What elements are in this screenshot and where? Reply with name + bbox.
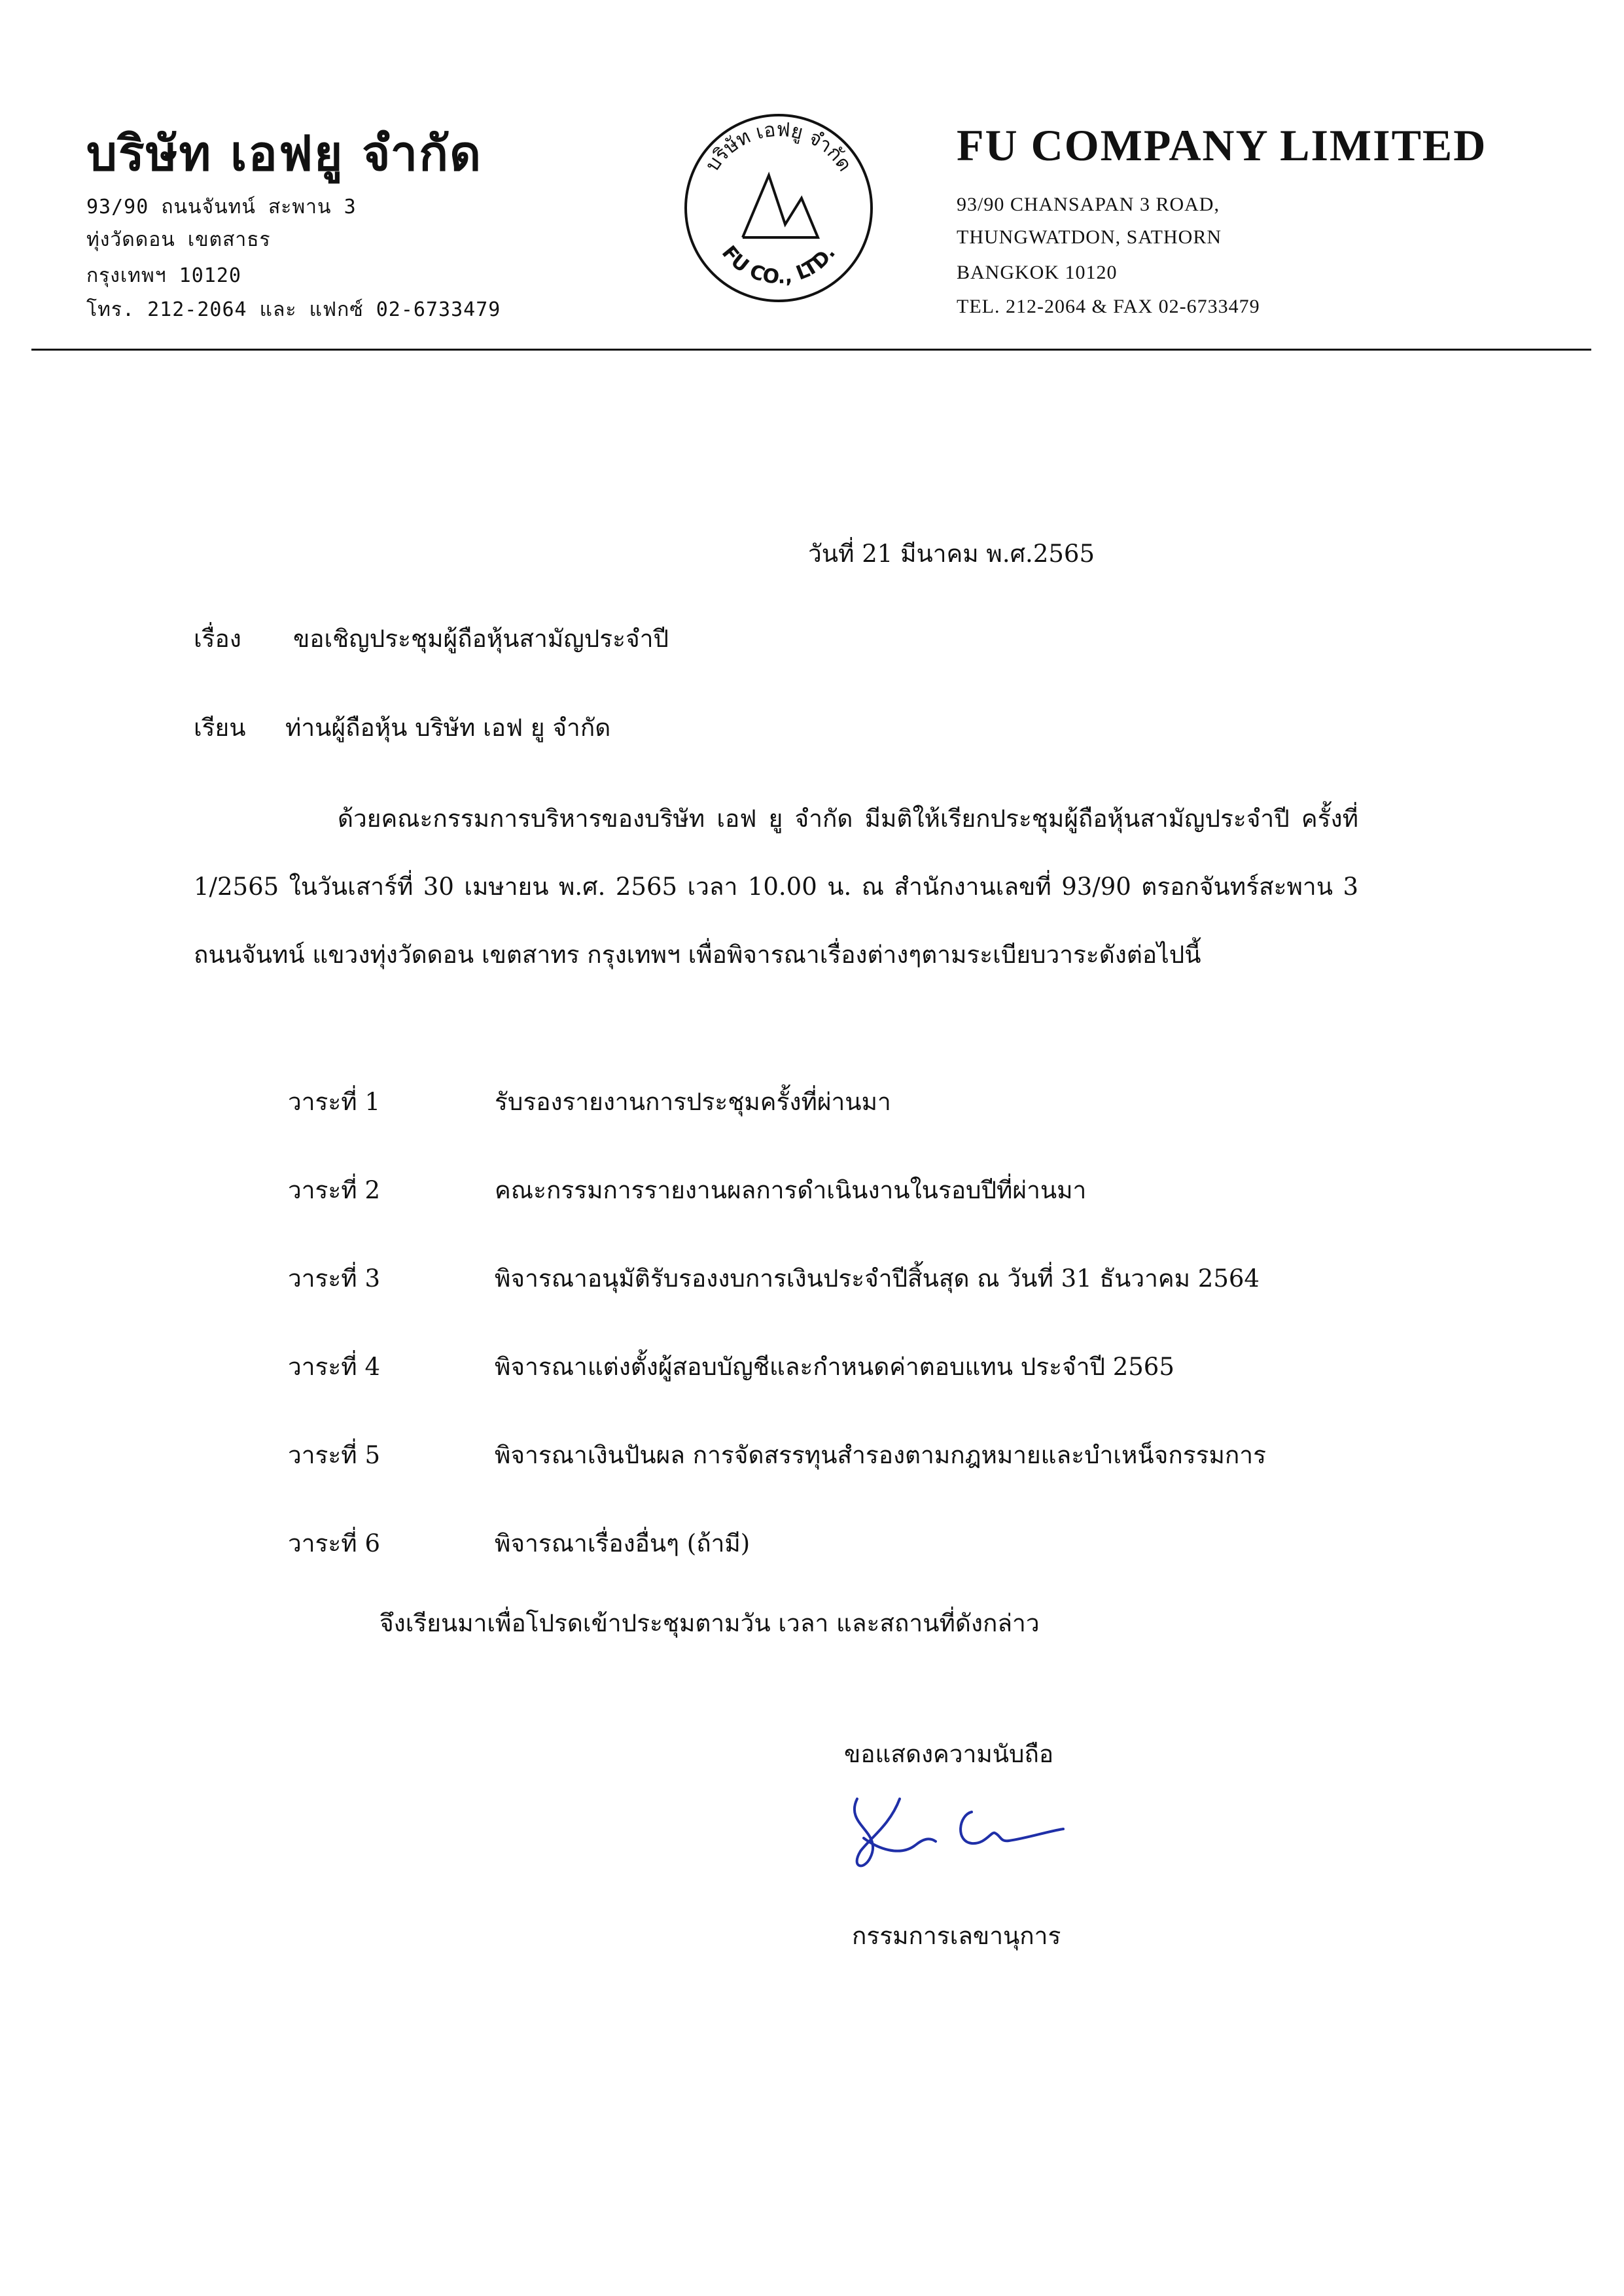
recipient-label: เรียน: [194, 714, 246, 742]
english-address-line-2: THUNGWATDON, SATHORN: [957, 226, 1222, 248]
agenda-item-text: พิจารณาแต่งตั้งผู้สอบบัญชีและกำหนดค่าตอบแทน ประจำปี 2565: [495, 1353, 1174, 1381]
english-address-line-1: 93/90 CHANSAPAN 3 ROAD,: [957, 194, 1220, 215]
agenda-item-text: พิจารณาอนุมัติรับรองงบการเงินประจำปีสิ้นสุด ณ วันที่ 31 ธันวาคม 2564: [495, 1264, 1260, 1293]
agenda-item-text: รับรองรายงานการประชุมครั้งที่ผ่านมา: [495, 1088, 891, 1116]
thai-address-line-2: ทุ่งวัดดอน เขตสาธร: [86, 228, 271, 251]
thai-address-line-1: 93/90 ถนนจันทน์ สะพาน 3: [86, 196, 357, 218]
signer-position: กรรมการเลขานุการ: [852, 1922, 1061, 1950]
agenda-item-text: พิจารณาเรื่องอื่นๆ (ถ้ามี): [495, 1529, 750, 1557]
agenda-item-text: คณะกรรมการรายงานผลการดำเนินงานในรอบปีที่ผ่านมา: [495, 1176, 1087, 1204]
subject-text: ขอเชิญประชุมผู้ถือหุ้นสามัญประจำปี: [293, 625, 669, 653]
english-address-line-4: TEL. 212-2064 & FAX 02-6733479: [957, 296, 1260, 317]
mountain-icon: [743, 175, 818, 237]
company-name-thai: บริษัท เอฟยู จำกัด: [86, 126, 483, 182]
agenda-number: วาระที่ 4: [288, 1353, 380, 1381]
handwritten-signature: [838, 1786, 1073, 1884]
header-divider: [31, 349, 1591, 351]
letter-date: วันที่ 21 มีนาคม พ.ศ.2565: [808, 540, 1095, 568]
company-seal-logo: [680, 110, 877, 306]
seal-text-bottom: FU CO., LTD.: [716, 241, 840, 289]
seal-text-top: บริษัท เอฟยู จำกัด: [701, 118, 856, 176]
regards-text: ขอแสดงความนับถือ: [844, 1740, 1054, 1768]
thai-address-line-3: กรุงเทพฯ 10120: [86, 264, 241, 287]
invitation-paragraph: ด้วยคณะกรรมการบริหารของบริษัท เอฟ ยู จำกัด มีมติให้เรียกประชุมผู้ถือหุ้นสามัญประจำปี ครั้งที่ 1/2565 ในวันเสาร์ที่ 30 เมษายน พ.ศ. 2565 เวลา 10.00 น. ณ สำนักงานเลขที่ 93/90 ตรอกจันทร์สะพาน 3 ถนนจันทน์ แขวงทุ่งวัดดอน เขตสาทร กรุงเทพฯ เพื่อพิจารณาเรื่องต่างๆตามระเบียบวาระดังต่อไปนี้: [194, 805, 1358, 969]
agenda-number: วาระที่ 5: [288, 1441, 380, 1469]
agenda-number: วาระที่ 2: [288, 1176, 380, 1204]
closing-sentence: จึงเรียนมาเพื่อโปรดเข้าประชุมตามวัน เวลา และสถานที่ดังกล่าว: [380, 1609, 1040, 1637]
agenda-number: วาระที่ 3: [288, 1264, 380, 1293]
subject-label: เรื่อง: [194, 625, 241, 653]
english-address-line-3: BANGKOK 10120: [957, 262, 1118, 283]
thai-address-line-4: โทร. 212-2064 และ แฟกซ์ 02-6733479: [86, 298, 501, 321]
recipient-text: ท่านผู้ถือหุ้น บริษัท เอฟ ยู จำกัด: [285, 714, 611, 742]
company-name-english: FU COMPANY LIMITED: [957, 120, 1487, 170]
agenda-number: วาระที่ 1: [288, 1088, 380, 1116]
agenda-item-text: พิจารณาเงินปันผล การจัดสรรทุนสำรองตามกฎหมายและบำเหน็จกรรมการ: [495, 1441, 1266, 1469]
agenda-number: วาระที่ 6: [288, 1529, 380, 1557]
